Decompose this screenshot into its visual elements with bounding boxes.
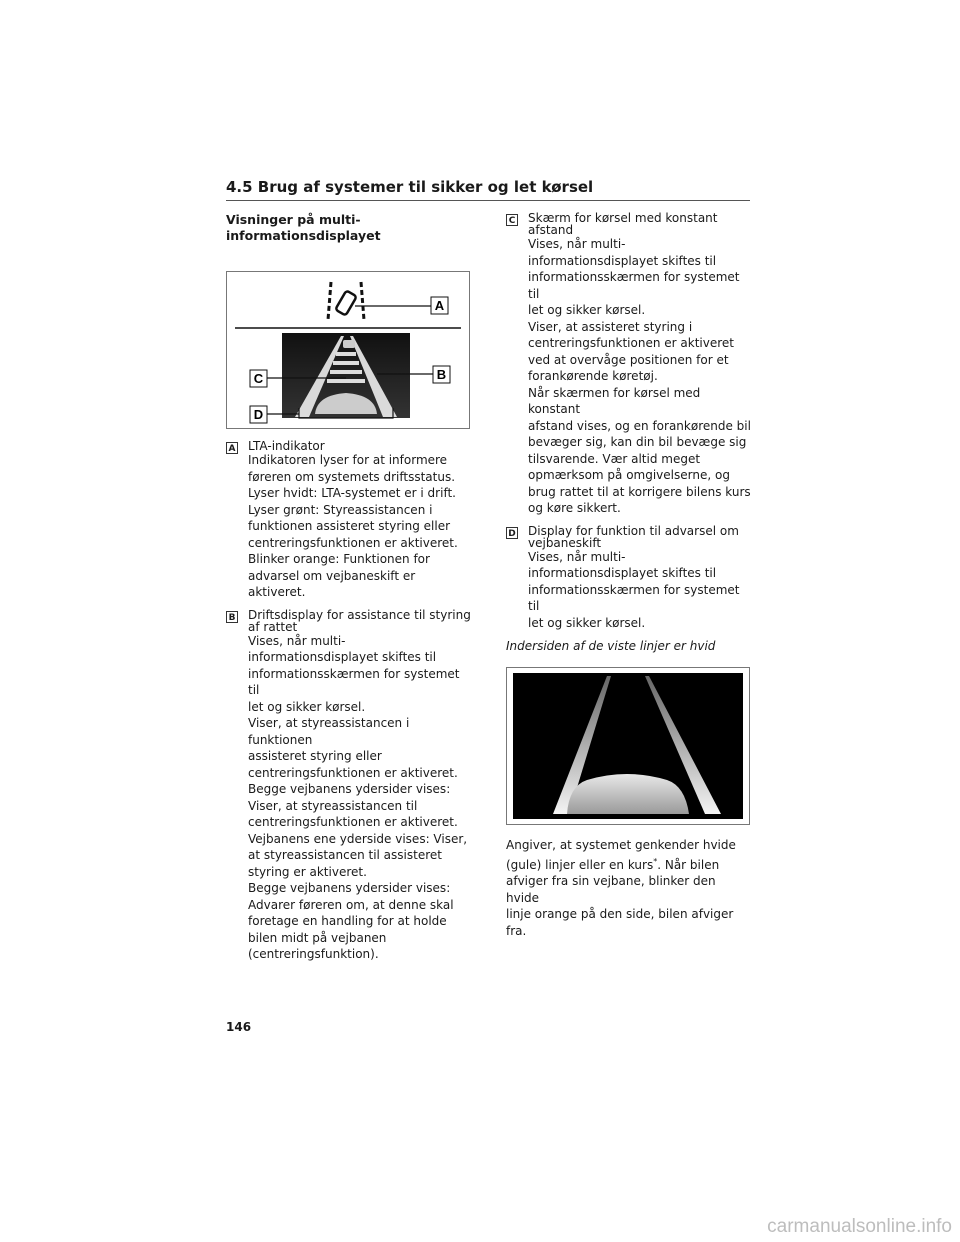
section-subheading: Visninger på multi- informationsdisplayet — [226, 212, 381, 243]
lta-display-figure — [226, 271, 470, 429]
item-text-line: bilen midt på vejbanen — [248, 930, 387, 945]
item-text-line: Vises, når multi- — [528, 237, 626, 251]
item-title: Display for funktion til advarsel om vejbaneskift — [528, 523, 739, 550]
item-text-line: funktionen assisteret styring eller — [248, 519, 451, 533]
item-text-line: foretage en handling for at holde — [248, 914, 447, 928]
item-text-line: føreren om systemets driftsstatus. — [248, 469, 456, 484]
item-text-line: let og sikker kørsel. — [528, 615, 646, 630]
left-items — [226, 440, 472, 963]
lta-indicator-icon — [328, 282, 364, 320]
svg-text:C: C — [253, 371, 264, 386]
item-text-line: Viser, at styreassistancen til — [248, 798, 418, 813]
item-title: Driftsdisplay for assistance til styring af rattet — [248, 607, 471, 634]
item-text-line: informationsskærmen for systemet til — [248, 666, 460, 697]
item-text-line: centreringsfunktionen er aktiveret. — [248, 535, 458, 550]
item-text-line: Vises, når multi- — [528, 549, 626, 564]
figure-label-a — [431, 297, 448, 314]
item-text-line: advarsel om vejbaneskift er aktiveret. — [248, 568, 416, 599]
item-text-line: informationsdisplayet skiftes til — [528, 253, 717, 268]
item-text-line: Blinker orange: Funktionen for — [248, 552, 430, 566]
item-text-line: Indikatoren lyser for at informere — [248, 453, 448, 467]
figure-label-c — [250, 370, 267, 387]
list-item — [226, 440, 472, 601]
item-text-line: informationsdisplayet skiftes til — [248, 650, 437, 664]
item-text-line: Advarer føreren om, at denne skal — [248, 897, 454, 912]
lane-lines-figure — [506, 667, 750, 825]
item-text-line: Lyser hvidt: LTA-systemet er i drift. — [248, 486, 456, 500]
item-text-line: forankørende køretøj. — [528, 369, 658, 383]
item-text-line: informationsskærmen for systemet til — [528, 270, 740, 301]
page-number: 146 — [226, 1020, 252, 1034]
section-header: 4.5 Brug af systemer til sikker og let kørsel — [226, 178, 594, 196]
figure-label-d — [250, 406, 267, 423]
item-text-line: Begge vejbanens ydersider vises: — [248, 782, 451, 796]
lta-display-illustration — [227, 272, 469, 428]
item-text-line: afstand vises, og en forankørende bil — [528, 418, 751, 433]
section-rule — [226, 200, 750, 201]
item-text-line: informationsdisplayet skiftes til — [528, 566, 717, 580]
item-text-line: og køre sikkert. — [528, 501, 621, 515]
list-item — [226, 609, 472, 963]
item-text-line: let og sikker kørsel. — [528, 303, 646, 317]
item-text-line: Vises, når multi- — [248, 633, 346, 648]
figure-caption: Indersiden af de viste linjer er hvid — [506, 639, 716, 653]
item-text-line: Viser, at styreassistancen i funktionen — [248, 716, 410, 747]
item-title: Skærm for kørsel med konstant afstand — [528, 211, 718, 237]
item-text-line: Vejbanens ene yderside vises: Viser, — [248, 831, 468, 846]
item-text-line: brug rattet til at korrigere bilens kurs — [528, 484, 751, 499]
svg-text:D: D — [253, 407, 264, 422]
item-badge: D — [506, 527, 518, 539]
item-title: LTA-indikator — [248, 439, 325, 453]
list-item — [506, 212, 752, 517]
lane-lines-illustration — [507, 668, 749, 824]
figure-label-b — [433, 366, 450, 383]
item-badge: A — [226, 442, 238, 454]
lead-vehicle-icon — [343, 340, 355, 348]
item-text-line: centreringsfunktionen er aktiveret. — [248, 815, 458, 829]
item-text-line: tilsvarende. Vær altid meget — [528, 451, 701, 466]
watermark: carmanualsonline.info — [767, 1216, 952, 1237]
item-text-line: centreringsfunktionen er aktiveret — [528, 336, 734, 350]
item-text-line: centreringsfunktionen er aktiveret. — [248, 765, 458, 780]
svg-text:A: A — [434, 298, 445, 313]
item-text-line: Når skærmen for kørsel med konstant — [528, 385, 701, 416]
svg-text:B: B — [436, 367, 447, 382]
item-badge: C — [506, 214, 518, 226]
description-paragraph: Angiver, at systemet genkender hvide (gule) linjer eller en kurs*. Når bilen afviger fra sin vejbane, blinker den hvide linje orange på den side, bilen afviger fra. — [506, 838, 736, 938]
item-text-line: styring er aktiveret. — [248, 864, 367, 879]
item-text-line: assisteret styring eller — [248, 749, 382, 763]
item-text-line: Begge vejbanens ydersider vises: — [248, 881, 451, 895]
item-text-line: let og sikker kørsel. — [248, 699, 366, 714]
item-text-line: opmærksom på omgivelserne, og — [528, 468, 730, 482]
item-text-line: at styreassistancen til assisteret — [248, 848, 442, 862]
item-text-line: Viser, at assisteret styring i — [528, 319, 693, 334]
item-text-line: Lyser grønt: Styreassistancen i — [248, 502, 433, 517]
list-item — [506, 525, 752, 632]
item-text-line: bevæger sig, kan din bil bevæge sig — [528, 435, 747, 449]
item-text-line: informationsskærmen for systemet til — [528, 582, 740, 613]
item-text-line: (centreringsfunktion). — [248, 947, 379, 961]
item-text-line: ved at overvåge positionen for et — [528, 352, 729, 367]
left-column — [226, 212, 472, 971]
right-column — [506, 212, 752, 939]
item-badge: B — [226, 611, 238, 623]
